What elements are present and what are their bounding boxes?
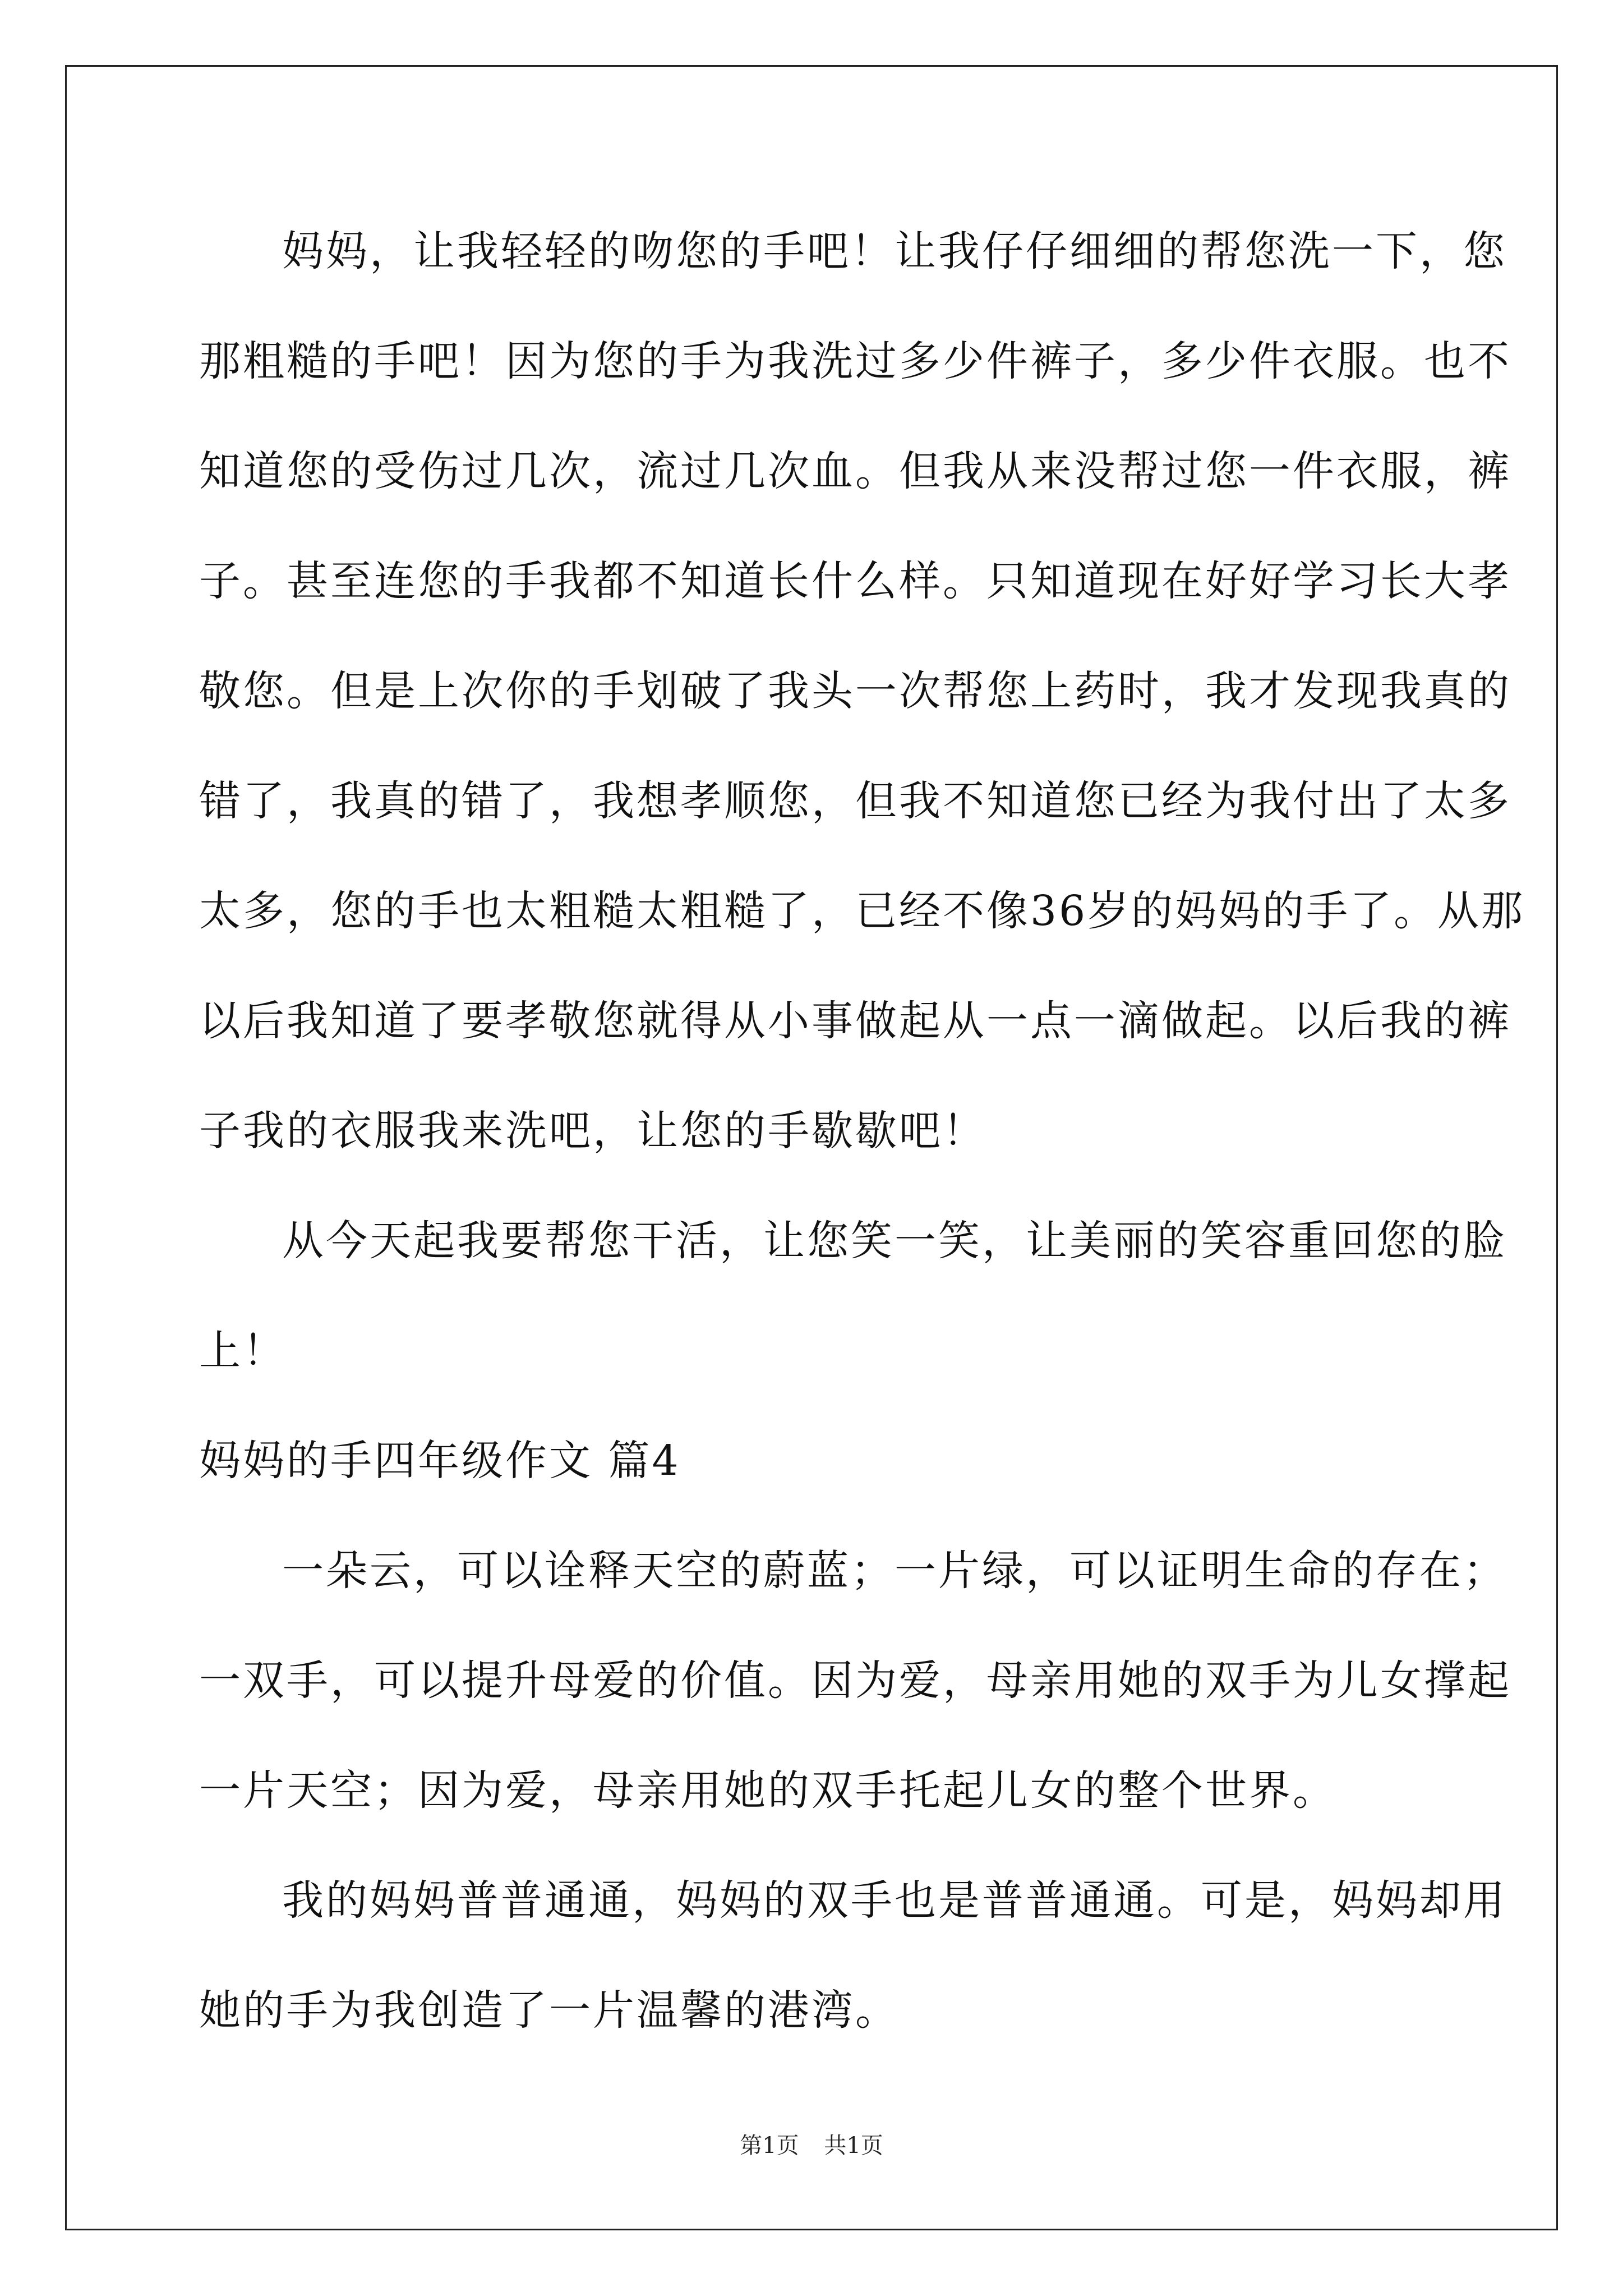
paragraph-line: 从今天起我要帮您干活，让您笑一笑，让美丽的笑容重回您的脸 — [282, 1217, 1507, 1265]
paragraph-line: 错了，我真的错了，我想孝顺您，但我不知道您已经为我付出了太多 — [199, 777, 1511, 825]
paragraph — [199, 196, 1525, 1186]
paragraph — [199, 1186, 1507, 1406]
paragraph-line: 我的妈妈普普通通，妈妈的双手也是普普通通。可是，妈妈却用 — [282, 1876, 1507, 1925]
paragraph-line: 妈妈，让我轻轻的吻您的手吧！让我仔仔细细的帮您洗一下，您 — [282, 227, 1507, 275]
paragraph-line: 太多，您的手也太粗糙太粗糙了，已经不像36岁的妈妈的手了。从那 — [199, 887, 1525, 935]
paragraph-line: 一朵云，可以诠释天空的蔚蓝；一片绿，可以证明生命的存在； — [282, 1547, 1507, 1595]
page-footer — [0, 2132, 1623, 2160]
paragraph — [199, 1516, 1511, 1846]
section-heading: 妈妈的手四年级作文 篇4 — [199, 1437, 681, 1485]
paragraph-line: 敬您。但是上次你的手划破了我头一次帮您上药时，我才发现我真的 — [199, 667, 1511, 715]
document-body — [199, 196, 1525, 2065]
page-total: 共1页 — [824, 2133, 883, 2159]
paragraph-line: 上！ — [199, 1327, 287, 1375]
paragraph-line: 一片天空；因为爱，母亲用她的双手托起儿女的整个世界。 — [199, 1766, 1336, 1815]
paragraph — [199, 1846, 1507, 2065]
paragraph-line: 以后我知道了要孝敬您就得从小事做起从一点一滴做起。以后我的裤 — [199, 997, 1511, 1045]
paragraph-line: 子。甚至连您的手我都不知道长什么样。只知道现在好好学习长大孝 — [199, 557, 1511, 605]
paragraph-line: 她的手为我创造了一片温馨的港湾。 — [199, 1986, 899, 2035]
paragraph-line: 知道您的受伤过几次，流过几次血。但我从来没帮过您一件衣服，裤 — [199, 447, 1511, 495]
page-number: 第1页 — [740, 2133, 799, 2159]
paragraph-line: 那粗糙的手吧！因为您的手为我洗过多少件裤子，多少件衣服。也不 — [199, 337, 1511, 385]
paragraph-line: 一双手，可以提升母爱的价值。因为爱，母亲用她的双手为儿女撑起 — [199, 1657, 1511, 1705]
paragraph-line: 子我的衣服我来洗吧，让您的手歇歇吧！ — [199, 1107, 986, 1155]
